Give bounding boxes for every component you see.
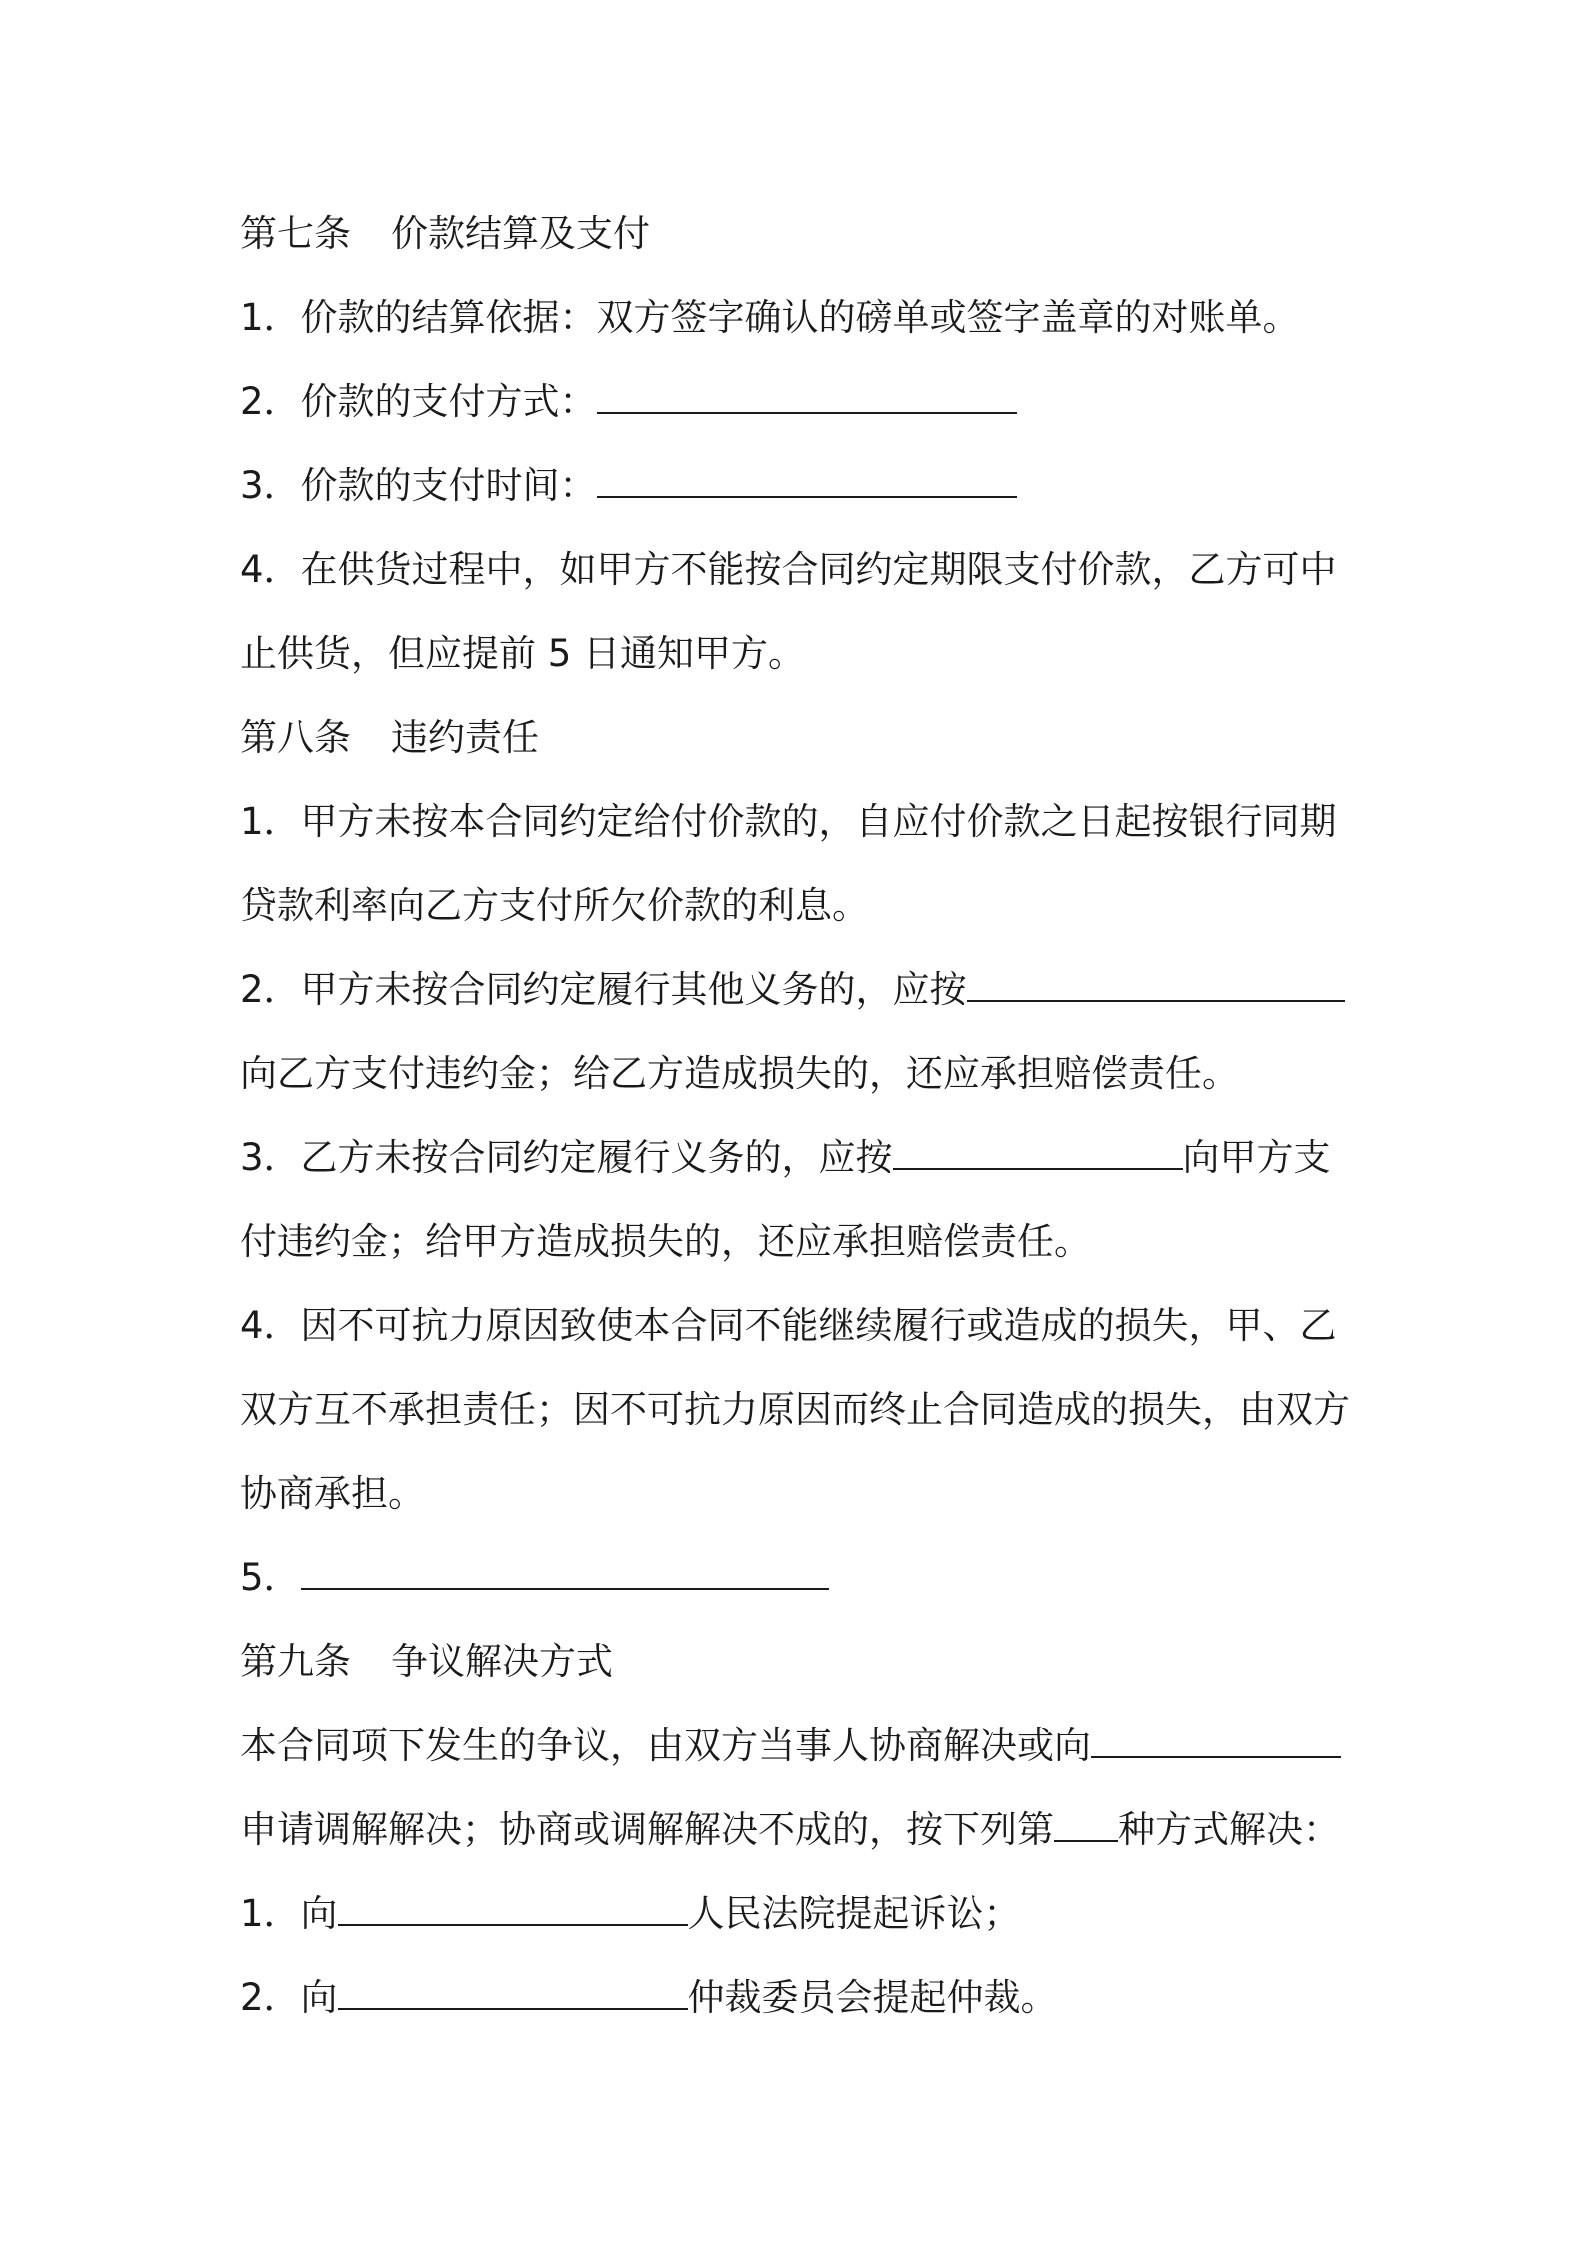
article8-item5-text: 5． — [240, 1556, 301, 1599]
method-choice-blank — [1054, 1810, 1118, 1842]
article8-item2-text: 2．甲方未按合同约定履行其他义务的，应按 — [240, 968, 967, 1011]
article8-item3-line1 — [240, 1116, 1360, 1200]
additional-clause-blank — [301, 1558, 829, 1590]
article7-item3 — [240, 444, 1360, 528]
article8-item1-line1: 1．甲方未按本合同约定给付价款的，自应付价款之日起按银行同期 — [240, 800, 1337, 843]
article7-heading — [240, 192, 1360, 276]
article8-label: 第八条 — [240, 716, 351, 759]
article9-label: 第九条 — [240, 1640, 351, 1683]
article9-intro-text-b: 种方式解决： — [1118, 1808, 1340, 1851]
article9-intro-text: 本合同项下发生的争议，由双方当事人协商解决或向 — [240, 1724, 1091, 1767]
article8-item3-text-a: 3．乙方未按合同约定履行义务的，应按 — [240, 1136, 893, 1179]
article8-item4-line1: 4．因不可抗力原因致使本合同不能继续履行或造成的损失，甲、乙 — [240, 1304, 1337, 1347]
payment-time-blank — [597, 466, 1017, 498]
article9-title: 争议解决方式 — [391, 1640, 613, 1683]
article7-title: 价款结算及支付 — [391, 212, 650, 255]
article9-intro-line1 — [240, 1704, 1360, 1788]
article8-item3-text-b: 向甲方支 — [1182, 1136, 1331, 1179]
party-a-penalty-blank — [967, 970, 1345, 1002]
article8-title: 违约责任 — [391, 716, 539, 759]
article8-item2-line2: 向乙方支付违约金；给乙方造成损失的，还应承担赔偿责任。 — [240, 1052, 1239, 1095]
article7-item1: 1．价款的结算依据：双方签字确认的磅单或签字盖章的对账单。 — [240, 296, 1300, 339]
payment-method-blank — [597, 382, 1017, 414]
article8-item4-line2: 双方互不承担责任；因不可抗力原因而终止合同造成的损失，由双方 — [240, 1388, 1350, 1431]
article9-option2-text-b: 仲裁委员会提起仲裁。 — [687, 1976, 1058, 2019]
article7-label: 第七条 — [240, 212, 351, 255]
article9-intro-text-a: 申请调解解决；协商或调解解决不成的，按下列第 — [240, 1808, 1054, 1851]
mediation-body-blank — [1091, 1726, 1341, 1758]
article9-option1-text-a: 1．向 — [240, 1892, 338, 1935]
article7-item3-text: 3．价款的支付时间： — [240, 464, 597, 507]
court-name-blank — [338, 1894, 688, 1926]
article8-heading — [240, 696, 1360, 780]
article8-item5 — [240, 1536, 1360, 1620]
article8-item3-line2: 付违约金；给甲方造成损失的，还应承担赔偿责任。 — [240, 1220, 1091, 1263]
article9-intro-line2 — [240, 1788, 1360, 1872]
article7-item4-line1: 4．在供货过程中，如甲方不能按合同约定期限支付价款，乙方可中 — [240, 548, 1337, 591]
article9-heading — [240, 1620, 1360, 1704]
party-b-penalty-blank — [893, 1138, 1183, 1170]
contract-body — [240, 192, 1360, 2040]
article8-item2-line1 — [240, 948, 1360, 1032]
article9-option2-text-a: 2．向 — [240, 1976, 338, 2019]
arbitration-commission-blank — [338, 1978, 688, 2010]
article7-item2 — [240, 360, 1360, 444]
article9-option1 — [240, 1872, 1360, 1956]
article8-item4-line3: 协商承担。 — [240, 1472, 425, 1515]
article8-item1-line2: 贷款利率向乙方支付所欠价款的利息。 — [240, 884, 869, 927]
article9-option2 — [240, 1956, 1360, 2040]
article7-item2-text: 2．价款的支付方式： — [240, 380, 597, 423]
article9-option1-text-b: 人民法院提起诉讼； — [687, 1892, 1021, 1935]
article7-item4-line2: 止供货，但应提前 5 日通知甲方。 — [240, 632, 806, 675]
